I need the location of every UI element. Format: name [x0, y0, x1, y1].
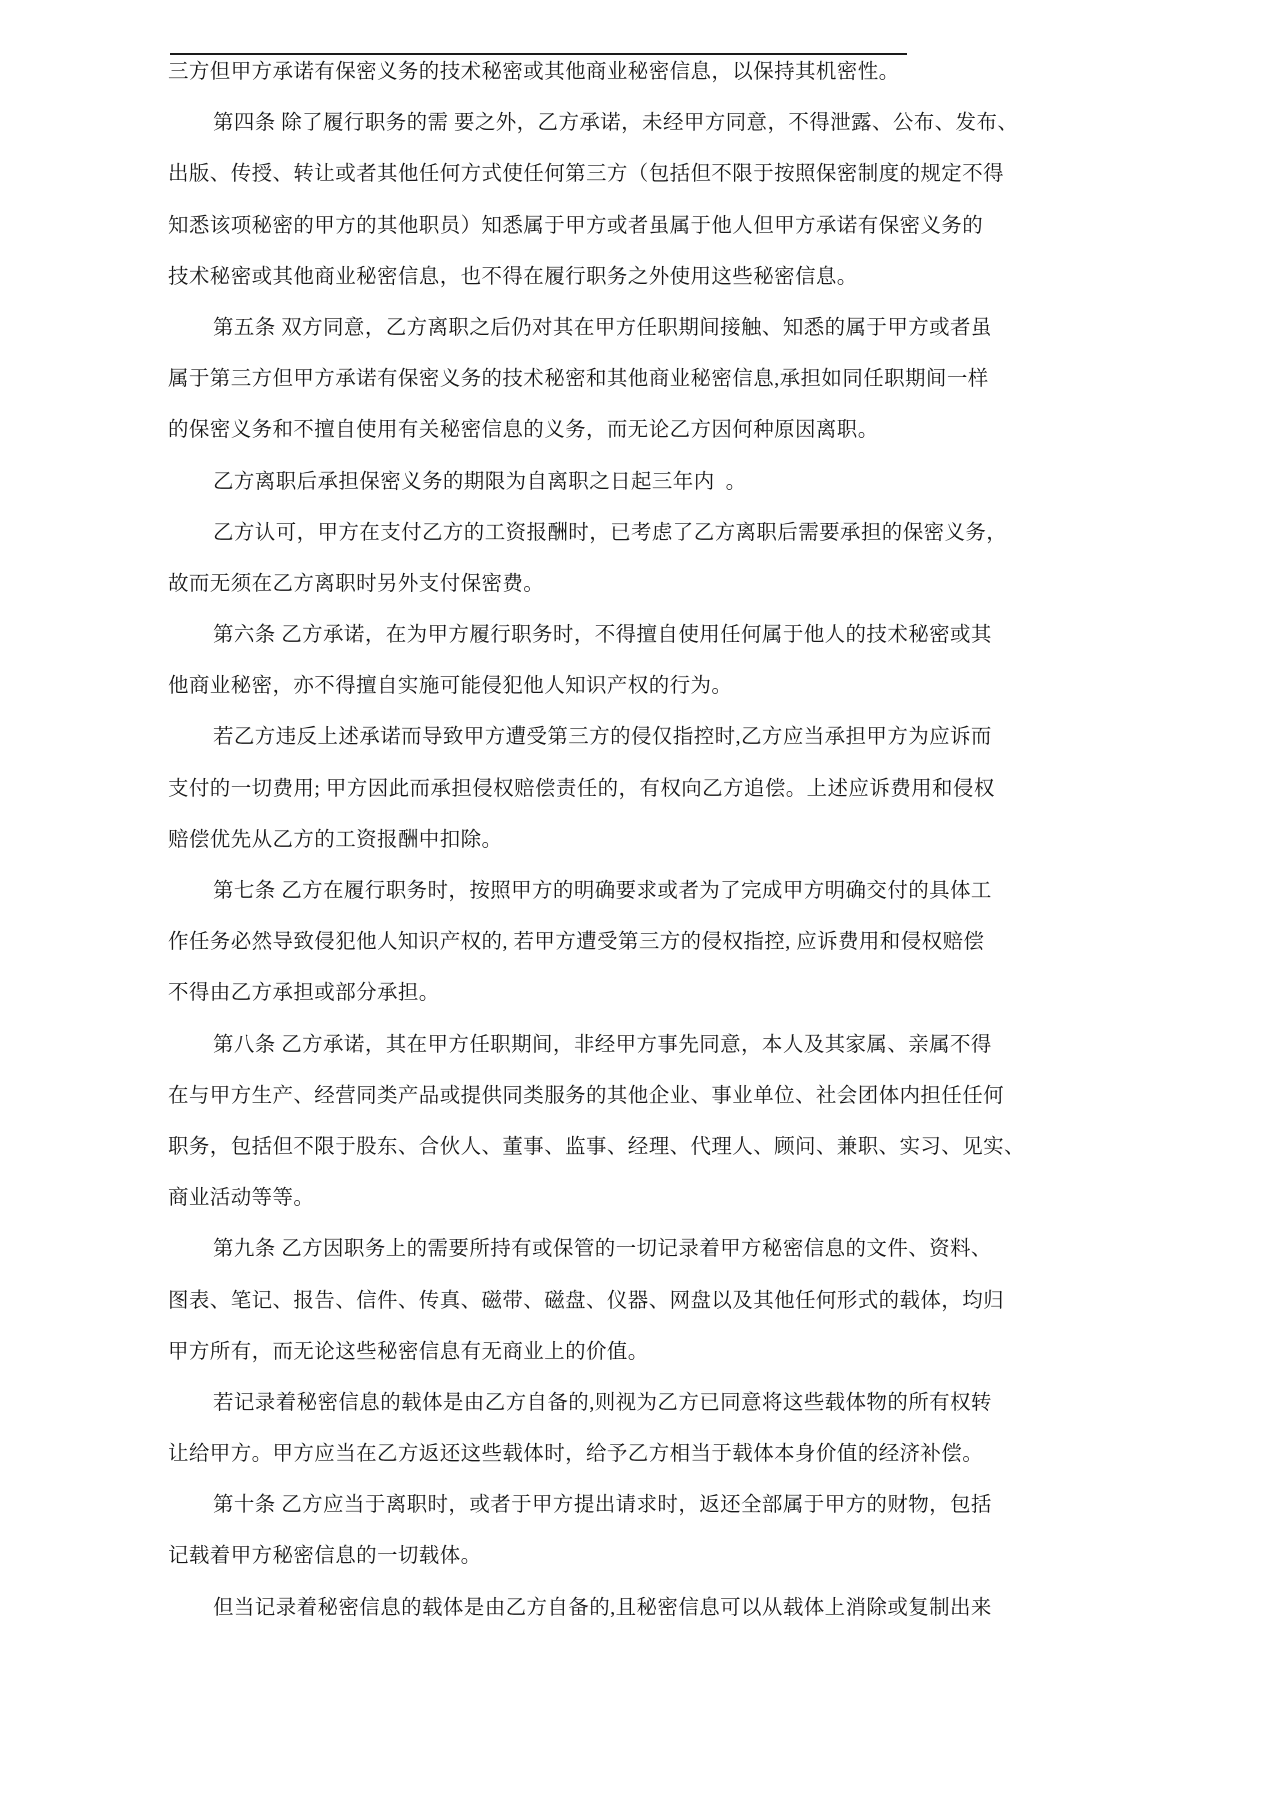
- document-line: 不得由乙方承担或部分承担。: [168, 982, 440, 1005]
- document-line: 第八条 乙方承诺，其在甲方任职期间，非经甲方事先同意，本人及其家属、亲属不得: [213, 1033, 992, 1056]
- document-line: 第七条 乙方在履行职务时，按照甲方的明确要求或者为了完成甲方明确交付的具体工: [213, 880, 992, 902]
- document-line: 知悉该项秘密的甲方的其他职员）知悉属于甲方或者虽属于他人但甲方承诺有保密义务的: [168, 214, 984, 237]
- document-line: 第六条 乙方承诺，在为甲方履行职务时，不得擅自使用任何属于他人的技术秘密或其: [213, 624, 992, 647]
- document-line: 第九条 乙方因职务上的需要所持有或保管的一切记录着甲方秘密信息的文件、资料、: [213, 1238, 992, 1261]
- document-line: 让给甲方。甲方应当在乙方返还这些载体时，给予乙方相当于载体本身价值的经济补偿。: [168, 1443, 984, 1466]
- document-line: 但当记录着秘密信息的载体是由乙方自备的,且秘密信息可以从载体上消除或复制出来: [213, 1596, 992, 1619]
- document-line: 第四条 除了履行职务的需 要之外，乙方承诺，未经甲方同意，不得泄露、公布、发布、: [213, 112, 1019, 135]
- document-line: 三方但甲方承诺有保密义务的技术秘密或其他商业秘密信息，以保持其机密性。: [168, 61, 900, 83]
- document-line: 记载着甲方秘密信息的一切载体。: [168, 1545, 482, 1568]
- document-line: 技术秘密或其他商业秘密信息，也不得在履行职务之外使用这些秘密信息。: [168, 265, 858, 288]
- document-line: 属于第三方但甲方承诺有保密义务的技术秘密和其他商业秘密信息,承担如同任职期间一样: [168, 368, 989, 391]
- document-line: 若记录着秘密信息的载体是由乙方自备的,则视为乙方已同意将这些载体物的所有权转: [213, 1391, 992, 1414]
- document-line: 第五条 双方同意，乙方离职之后仍对其在甲方任职期间接触、知悉的属于甲方或者虽: [213, 316, 992, 339]
- document-line: 第十条 乙方应当于离职时，或者于甲方提出请求时，返还全部属于甲方的财物，包括: [213, 1494, 992, 1517]
- document-line: 作任务必然导致侵犯他人知识产权的, 若甲方遭受第三方的侵权指控, 应诉费用和侵权赔偿: [168, 931, 985, 954]
- document-line: 若乙方违反上述承诺而导致甲方遭受第三方的侵仅指控时,乙方应当承担甲方为应诉而: [213, 726, 992, 749]
- document-line: 职务，包括但不限于股东、合伙人、董事、监事、经理、代理人、顾问、兼职、实习、见实、: [168, 1135, 1025, 1158]
- document-line: 赔偿优先从乙方的工资报酬中扣除。: [168, 828, 503, 851]
- document-line: 乙方离职后承担保密义务的期限为自离职之日起三年内 。: [213, 470, 747, 493]
- document-line: 出版、传授、转让或者其他任何方式使任何第三方（包括但不限于按照保密制度的规定不得: [168, 163, 1004, 186]
- document-line: 乙方认可，甲方在支付乙方的工资报酬时，已考虑了乙方离职后需要承担的保密义务，: [213, 521, 1008, 544]
- document-line: 他商业秘密，亦不得擅自实施可能侵犯他人知识产权的行为。: [168, 675, 733, 698]
- document-line: 的保密义务和不擅自使用有关秘密信息的义务，而无论乙方因何种原因离职。: [168, 419, 879, 442]
- document-body: [168, 47, 1028, 1634]
- document-line: 在与甲方生产、经营同类产品或提供同类服务的其他企业、事业单位、社会团体内担任任何: [168, 1084, 1004, 1107]
- document-line: 甲方所有，而无论这些秘密信息有无商业上的价值。: [168, 1340, 649, 1363]
- document-line: 支付的一切费用; 甲方因此而承担侵权赔偿责任的，有权向乙方追偿。上述应诉费用和侵权: [168, 777, 995, 800]
- document-line: 商业活动等等。: [168, 1187, 315, 1210]
- document-line: 图表、笔记、报告、信件、传真、磁带、磁盘、仪器、网盘以及其他任何形式的载体，均归: [168, 1289, 1004, 1312]
- document-line: 故而无须在乙方离职时另外支付保密费。: [168, 572, 545, 595]
